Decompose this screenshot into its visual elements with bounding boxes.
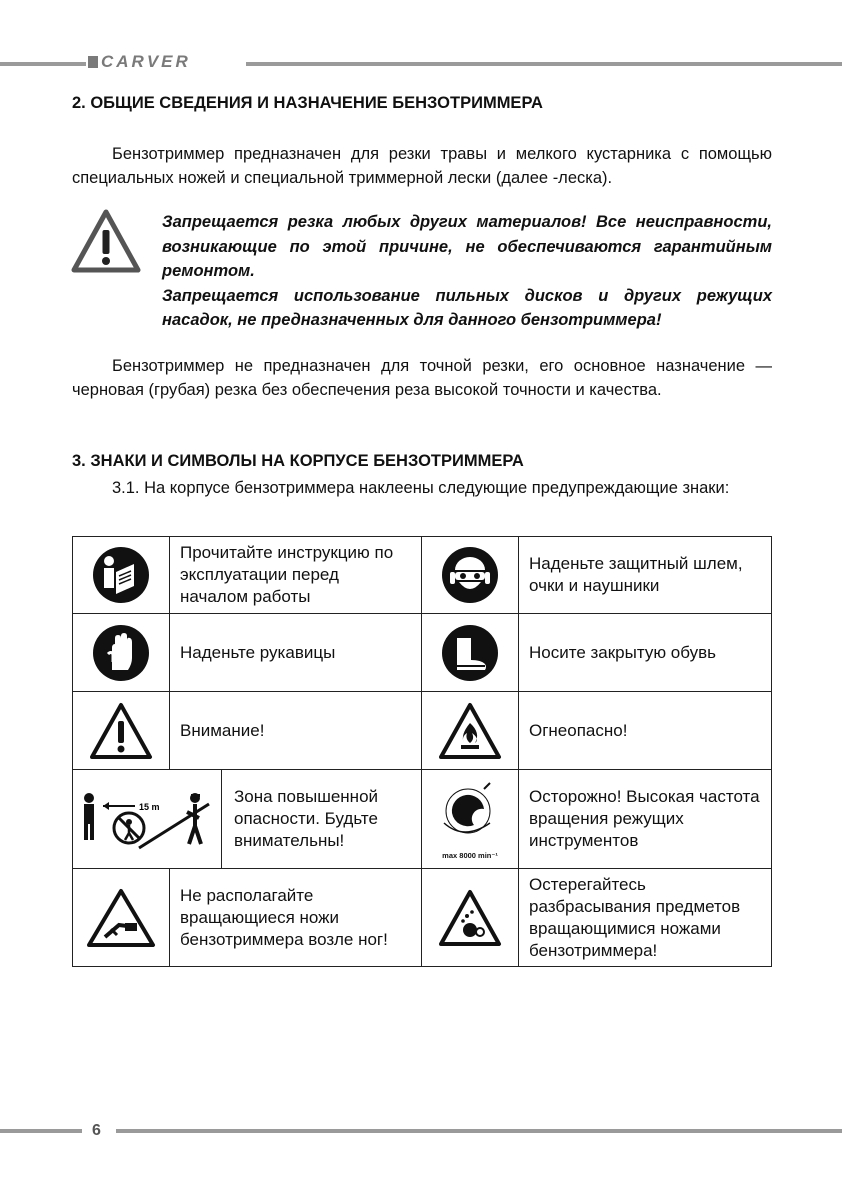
sign-legs-text: Не располагайте вращающиеся ножи бензотриммера возле ног! bbox=[170, 869, 422, 967]
page-number: 6 bbox=[92, 1122, 101, 1139]
sign-attention-text: Внимание! bbox=[170, 692, 422, 770]
rpm-label: max 8000 min⁻¹ bbox=[442, 850, 498, 860]
sign-high-rpm-text: Осторожно! Высокая частота вращения режущих инструментов bbox=[519, 770, 772, 869]
section-2-paragraph-1: Бензотриммер предназначен для резки травы и мелкого кустарника с помощью специальных ножей и специальной триммерной лески (далее -леска). bbox=[72, 145, 772, 187]
high-rpm-icon bbox=[430, 779, 510, 859]
flying-debris-icon bbox=[437, 888, 503, 948]
danger-zone-icon bbox=[77, 784, 217, 854]
sign-debris-text: Остерегайтесь разбрасывания предметов вращающимися ножами бензотриммера! bbox=[519, 869, 772, 967]
warning-text-2: Запрещается использование пильных дисков и других режущих насадок, не предназначенных для данного бензотриммера! bbox=[162, 286, 772, 329]
table-row bbox=[73, 614, 772, 692]
warning-triangle-icon bbox=[70, 208, 142, 274]
table-row bbox=[73, 537, 772, 614]
section-2-paragraph-2: Бензотриммер не предназначен для точной резки, его основное назначение — черновая (грубая) резка без обеспечения реза высокой точности и качества. bbox=[72, 357, 772, 399]
table-row bbox=[73, 869, 772, 967]
sign-fire-text: Огнеопасно! bbox=[519, 692, 772, 770]
read-manual-icon bbox=[92, 546, 150, 604]
sign-read-manual-text: Прочитайте инструкцию по эксплуатации перед началом работы bbox=[170, 537, 422, 614]
warning-block bbox=[162, 210, 772, 333]
distance-label: 15 m bbox=[139, 802, 160, 812]
sign-boots-text: Носите закрытую обувь bbox=[519, 614, 772, 692]
section-2-title: 2. ОБЩИЕ СВЕДЕНИЯ И НАЗНАЧЕНИЕ БЕНЗОТРИММЕРА bbox=[72, 94, 543, 112]
table-row bbox=[73, 692, 772, 770]
sign-gloves-text: Наденьте рукавицы bbox=[170, 614, 422, 692]
sign-helmet-text: Наденьте защитный шлем, очки и наушники bbox=[519, 537, 772, 614]
keep-blade-from-legs-icon bbox=[85, 887, 157, 949]
header-rule-right bbox=[246, 62, 842, 66]
helmet-goggles-earmuffs-icon bbox=[441, 546, 499, 604]
brand-logo: CARVER bbox=[88, 52, 191, 72]
warning-signs-table bbox=[72, 536, 772, 967]
header-rule-left bbox=[0, 62, 86, 66]
gloves-icon bbox=[92, 624, 150, 682]
warning-text-1: Запрещается резка любых других материалов! Все неисправности, возникающие по этой причине, не обеспечиваются гарантийным ремонтом. bbox=[162, 213, 772, 280]
footer-rule-left bbox=[0, 1129, 82, 1133]
attention-triangle-icon bbox=[88, 701, 154, 761]
section-3-title: 3. ЗНАКИ И СИМВОЛЫ НА КОРПУСЕ БЕНЗОТРИММЕРА bbox=[72, 452, 524, 470]
closed-shoes-icon bbox=[441, 624, 499, 682]
section-3-intro: 3.1. На корпусе бензотриммера наклеены следующие предупреждающие знаки: bbox=[112, 479, 730, 497]
sign-danger-zone-text: Зона повышенной опасности. Будьте внимательны! bbox=[234, 787, 379, 850]
table-row bbox=[73, 770, 772, 869]
footer-rule-right bbox=[116, 1129, 842, 1133]
fire-hazard-icon bbox=[437, 701, 503, 761]
